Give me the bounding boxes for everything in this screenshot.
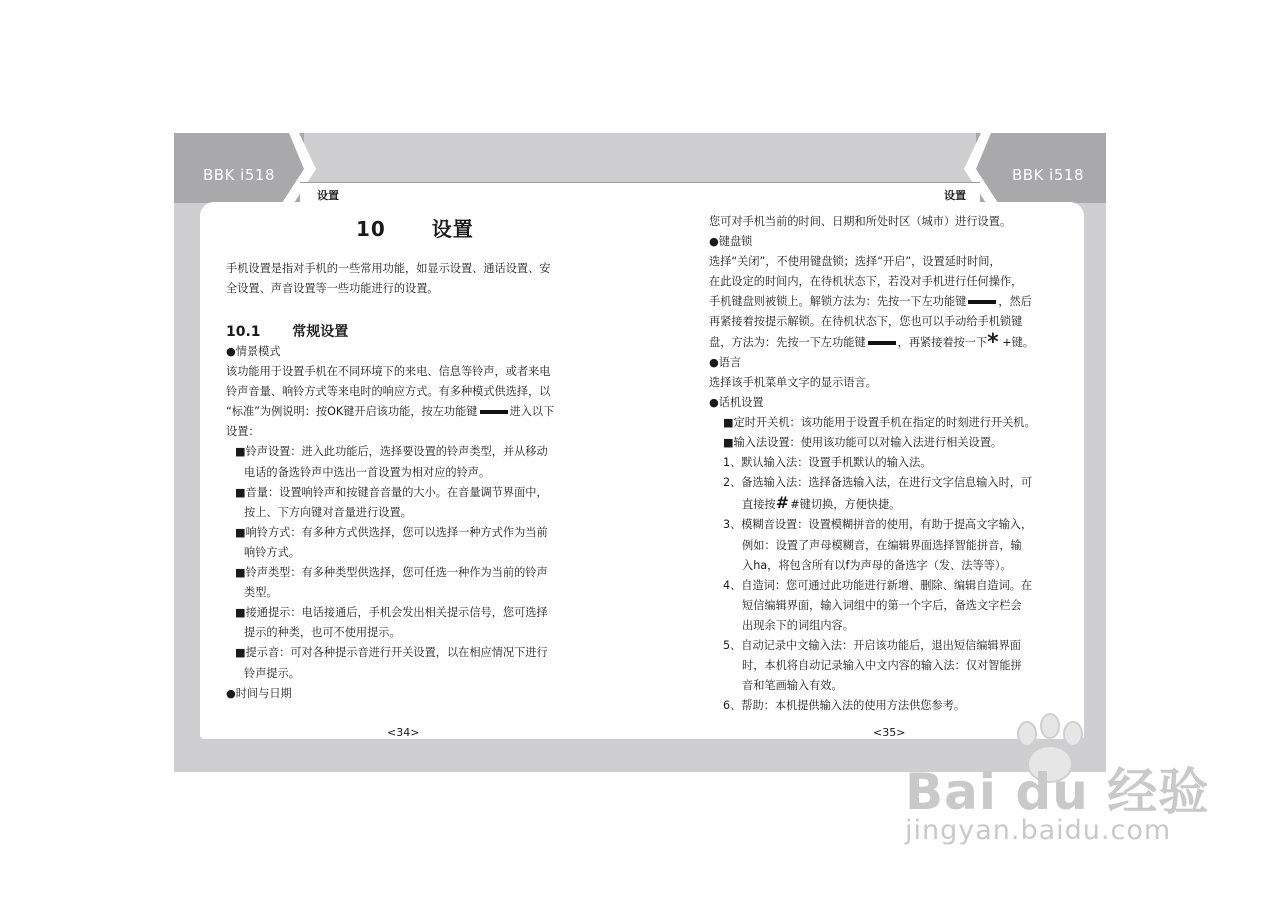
list-item-cont: 铃声提示。 bbox=[244, 666, 300, 680]
list-item-cont: 时，本机将自动记录输入中文内容的输入法：仅对智能拼 bbox=[742, 659, 1022, 673]
list-item: ■响铃方式：有多种方式供选择，您可以选择一种方式作为当前 bbox=[235, 525, 548, 539]
text-line: ●情景模式 bbox=[226, 345, 281, 358]
list-item: 4、自造词：您可通过此功能进行新增、删除、编辑自造词。在 bbox=[723, 578, 1033, 592]
intro-paragraph bbox=[226, 259, 550, 299]
left-body bbox=[226, 342, 554, 704]
text-line bbox=[226, 402, 554, 422]
text-line: 该功能用于设置手机在不同环境下的来电、信息等铃声，或者来电 bbox=[226, 365, 551, 379]
list-item-cont: 类型。 bbox=[244, 586, 278, 600]
right-body bbox=[709, 212, 1036, 716]
list-item: 2、备选输入法：选择备选输入法，在进行文字信息输入时，可 bbox=[723, 476, 1033, 490]
text-line: ●语言 bbox=[709, 355, 742, 369]
header-left: 设置 bbox=[317, 189, 339, 202]
intro-line: 全设置、声音设置等一些功能进行的设置。 bbox=[226, 282, 439, 296]
list-item: ■铃声设置：进入此功能后，选择要设置的铃声类型，并从移动 bbox=[235, 445, 548, 459]
text-line: ●时间与日期 bbox=[226, 686, 292, 700]
left-softkey-icon bbox=[480, 410, 508, 414]
chapter-title bbox=[356, 213, 474, 242]
text-line: 再紧接着按提示解锁。在待机状态下，您也可以手动给手机锁键 bbox=[709, 315, 1023, 329]
list-item-cont bbox=[709, 493, 1036, 515]
list-item: ■提示音：可对各种提示音进行开关设置，以在相应情况下进行 bbox=[235, 646, 548, 660]
section-number: 10.1 bbox=[226, 324, 261, 340]
brand-right: BBK i518 bbox=[1012, 166, 1084, 184]
list-item-cont: 入ha，将包含所有以f为声母的备选字（发、法等等）。 bbox=[742, 558, 1012, 572]
list-item: 6、帮助：本机提供输入法的使用方法供您参考。 bbox=[723, 699, 966, 713]
chapter-name: 设置 bbox=[431, 217, 474, 241]
list-item-cont: 响铃方式。 bbox=[244, 545, 300, 559]
list-item: 5、自动记录中文输入法：开启该功能后，退出短信编辑界面 bbox=[723, 638, 1021, 652]
text-line: 选择“关闭”，不使用键盘锁；选择“开启”，设置延时时间， bbox=[709, 255, 1001, 269]
list-item: ■音量：设置响铃声和按键音音量的大小。在音量调节界面中， bbox=[235, 485, 548, 499]
page-number-right: <35> bbox=[873, 726, 906, 739]
text-line: 铃声音量、响铃方式等来电时的响应方式。有多种模式供选择，以 bbox=[226, 385, 551, 399]
list-item-cont: 提示的种类，也可不使用提示。 bbox=[244, 626, 401, 640]
text-fragment: #键切换，方便快捷。 bbox=[786, 498, 901, 512]
watermark-url: jingyan.baidu.com bbox=[905, 815, 1172, 846]
text-line bbox=[709, 292, 1036, 312]
page-number-left: <34> bbox=[387, 726, 420, 739]
star-key-icon: * bbox=[987, 329, 999, 355]
text-line: ●话机设置 bbox=[709, 395, 764, 409]
text-fragment: 盘，方法为：先按一下左功能键 bbox=[709, 335, 866, 349]
text-fragment: ，再紧接着按一下 bbox=[897, 335, 988, 349]
list-item-cont: 按上、下方向键对音量进行设置。 bbox=[244, 505, 412, 519]
section-heading bbox=[226, 321, 348, 341]
text-fragment: 直接按 bbox=[742, 498, 776, 512]
list-item: 3、模糊音设置：设置模糊拼音的使用，有助于提高文字输入， bbox=[723, 518, 1033, 532]
list-item: ■铃声类型：有多种类型供选择，您可任选一种作为当前的铃声 bbox=[235, 566, 548, 580]
text-fragment: 进入以下 bbox=[509, 405, 555, 419]
text-fragment: +键。 bbox=[998, 335, 1034, 349]
watermark-brand: Bai du 经验 bbox=[905, 763, 1210, 821]
text-fragment: “标准”为例说明：按OK键开启该功能，按左功能键 bbox=[226, 405, 478, 419]
section-title: 常规设置 bbox=[292, 324, 349, 340]
list-item-cont: 出现余下的词组内容。 bbox=[742, 618, 854, 632]
list-item: ■定时开关机：该功能用于设置手机在指定的时刻进行开关机。 bbox=[723, 415, 1036, 429]
left-softkey-icon bbox=[968, 300, 996, 304]
list-item: 1、默认输入法：设置手机默认的输入法。 bbox=[723, 456, 932, 470]
text-line: 选择该手机菜单文字的显示语言。 bbox=[709, 375, 877, 389]
list-item: ■接通提示：电话接通后，手机会发出相关提示信号，您可选择 bbox=[235, 606, 548, 620]
list-item-cont: 音和笔画输入有效。 bbox=[742, 679, 843, 693]
list-item-cont: 例如：设置了声母模糊音，在编辑界面选择智能拼音，输 bbox=[742, 538, 1022, 552]
text-line: ●键盘锁 bbox=[709, 235, 753, 249]
text-fragment: ，然后 bbox=[998, 295, 1032, 309]
brand-left: BBK i518 bbox=[203, 166, 275, 184]
hash-key-icon: # bbox=[775, 493, 787, 513]
chapter-number: 10 bbox=[356, 217, 386, 241]
running-header-band bbox=[300, 182, 980, 205]
text-fragment: 手机键盘则被锁上。解锁方法为：先按一下左功能键 bbox=[709, 295, 967, 309]
intro-line: 手机设置是指对手机的一些常用功能，如显示设置、通话设置、安 bbox=[226, 262, 551, 275]
header-right: 设置 bbox=[944, 189, 966, 202]
text-line: 您可对手机当前的时间、日期和所处时区（城市）进行设置。 bbox=[709, 215, 1012, 228]
list-item: ■输入法设置：使用该功能可以对输入法进行相关设置。 bbox=[723, 436, 1003, 450]
text-line: 在此设定的时间内，在待机状态下，若没对手机进行任何操作， bbox=[709, 275, 1023, 289]
list-item-cont: 短信编辑界面，输入词组中的第一个字后，备选文字栏会 bbox=[742, 598, 1022, 612]
text-line: 设置： bbox=[226, 425, 260, 439]
list-item-cont: 电话的备选铃声中选出一首设置为相对应的铃声。 bbox=[244, 465, 491, 479]
left-softkey-icon bbox=[868, 341, 896, 345]
text-line bbox=[709, 329, 1036, 355]
